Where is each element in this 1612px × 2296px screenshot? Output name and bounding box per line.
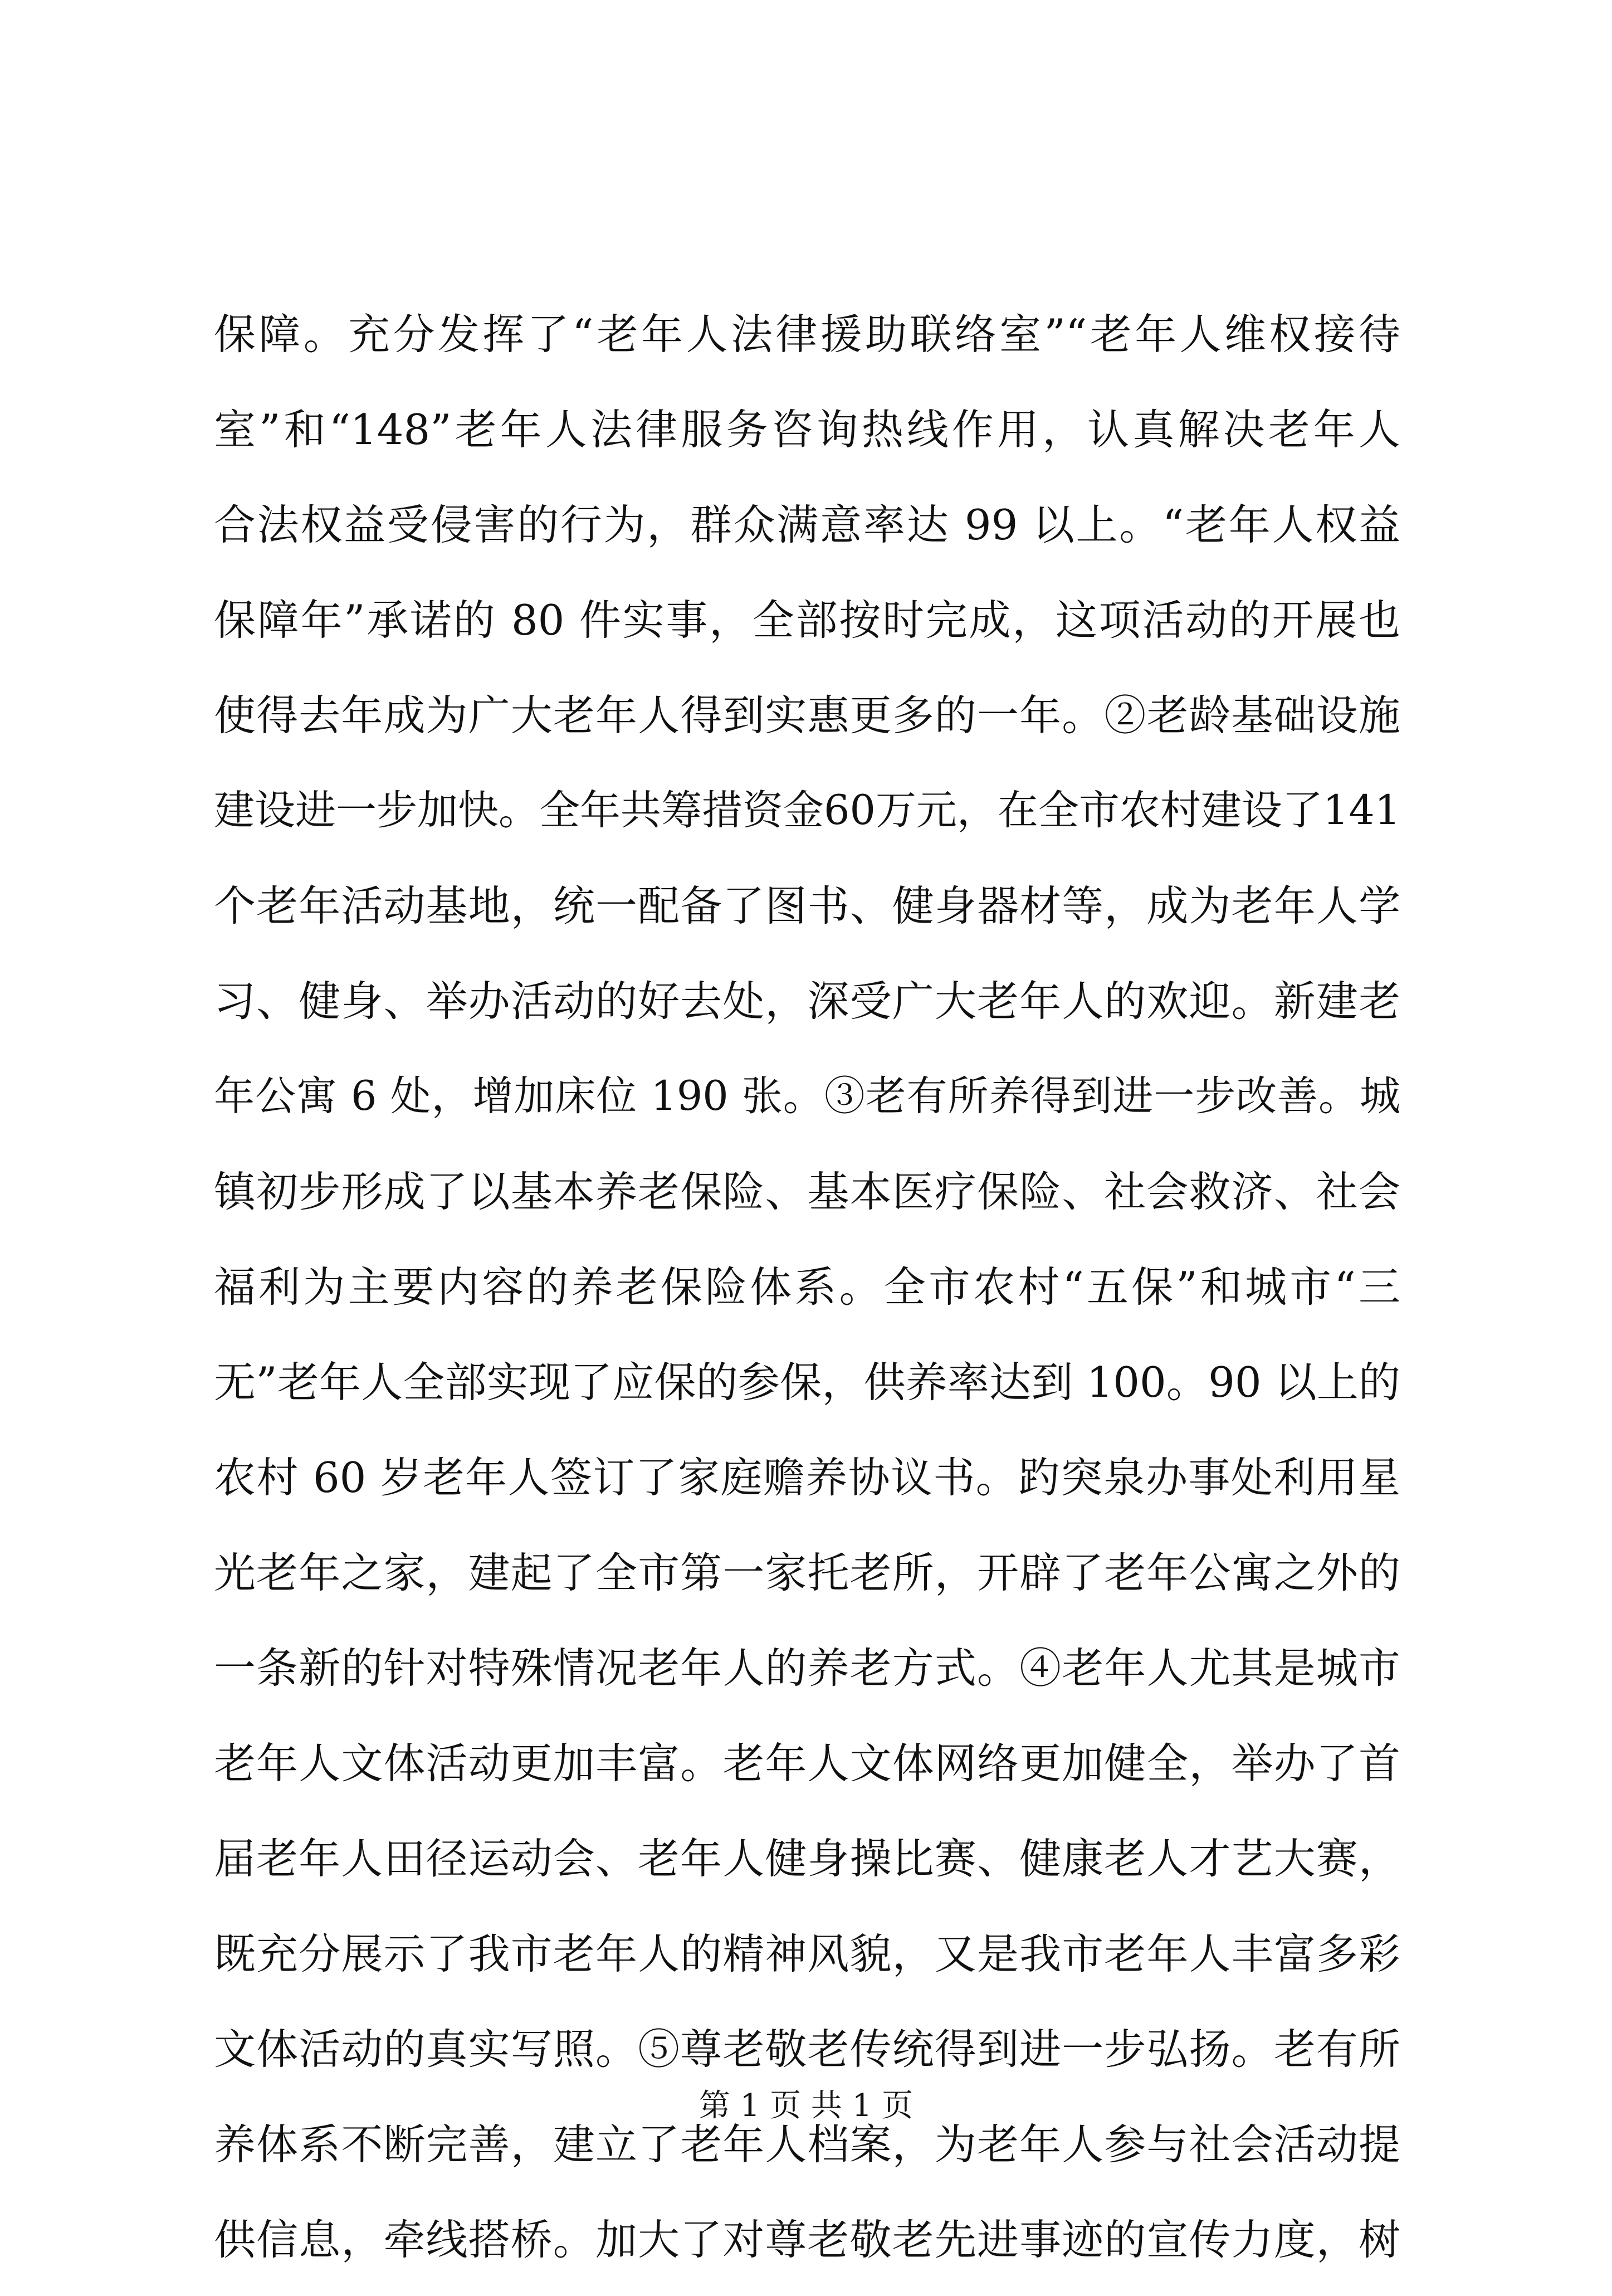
text-line: 习、健身、举办活动的好去处，深受广大老年人的欢迎。新建老 bbox=[214, 977, 1400, 1026]
text-line: 老年人文体活动更加丰富。老年人文体网络更加健全，举办了首 bbox=[214, 1739, 1400, 1788]
text-line: 文体活动的真实写照。⑤尊老敬老传统得到进一步弘扬。老有所 bbox=[214, 2025, 1400, 2074]
text-line: 无”老年人全部实现了应保的参保，供养率达到 100。90 以上的 bbox=[214, 1358, 1400, 1407]
text-line: 届老年人田径运动会、老年人健身操比赛、健康老人才艺大赛， bbox=[214, 1834, 1400, 1883]
text-line: 建设进一步加快。全年共筹措资金60万元，在全市农村建设了141 bbox=[214, 787, 1400, 834]
text-line: 年公寓 6 处，增加床位 190 张。③老有所养得到进一步改善。城 bbox=[214, 1073, 1400, 1120]
text-line: 保障。充分发挥了“老年人法律援助联络室”“老年人维权接待 bbox=[214, 310, 1400, 359]
text-line: 光老年之家，建起了全市第一家托老所，开辟了老年公寓之外的 bbox=[214, 1548, 1400, 1597]
text-line: 个老年活动基地，统一配备了图书、健身器材等，成为老年人学 bbox=[214, 881, 1400, 930]
text-line: 供信息，牵线搭桥。加大了对尊老敬老先进事迹的宣传力度，树 bbox=[214, 2215, 1400, 2264]
text-line: 合法权益受侵害的行为，群众满意率达 99 以上。“老年人权益 bbox=[214, 500, 1400, 549]
text-line: 保障年”承诺的 80 件实事，全部按时完成，这项活动的开展也 bbox=[214, 596, 1400, 645]
text-line: 一条新的针对特殊情况老年人的养老方式。④老年人尤其是城市 bbox=[214, 1644, 1400, 1693]
page-footer: 第 1 页 共 1 页 bbox=[698, 2088, 914, 2124]
text-line: 使得去年成为广大老年人得到实惠更多的一年。②老龄基础设施 bbox=[214, 691, 1400, 740]
text-line: 养体系不断完善，建立了老年人档案，为老年人参与社会活动提 bbox=[214, 2120, 1400, 2169]
body-text bbox=[214, 295, 1400, 2296]
text-line: 室”和“148”老年人法律服务咨询热线作用，认真解决老年人 bbox=[214, 405, 1400, 454]
text-line: 镇初步形成了以基本养老保险、基本医疗保险、社会救济、社会 bbox=[214, 1167, 1400, 1216]
text-line: 福利为主要内容的养老保险体系。全市农村“五保”和城市“三 bbox=[214, 1262, 1400, 1312]
text-line: 既充分展示了我市老年人的精神风貌，又是我市老年人丰富多彩 bbox=[214, 1929, 1400, 1978]
text-line: 农村 60 岁老年人签订了家庭赡养协议书。趵突泉办事处利用星 bbox=[214, 1453, 1400, 1502]
